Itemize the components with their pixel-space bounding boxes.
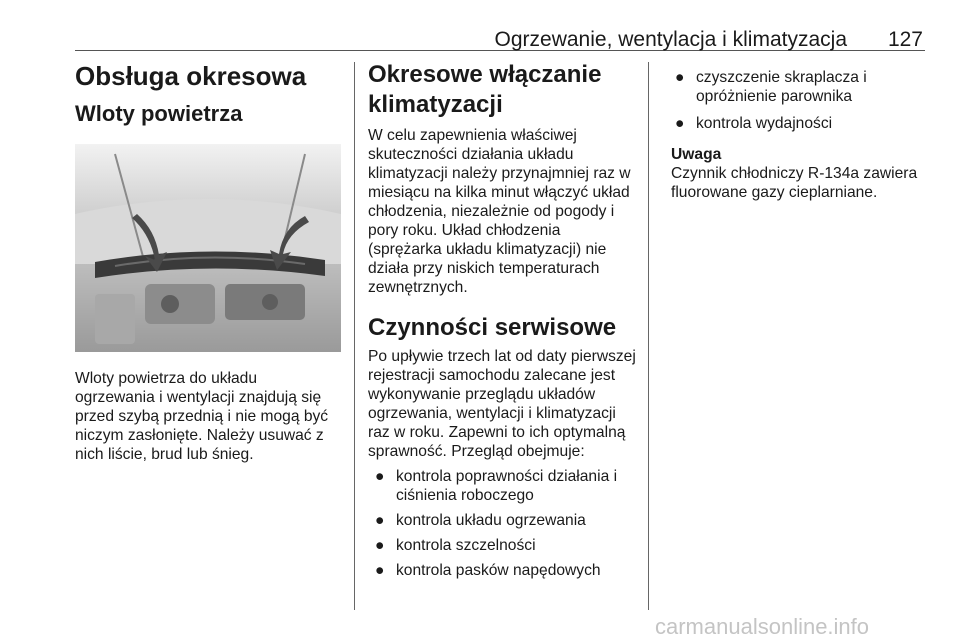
bullet-icon: ● (375, 562, 385, 579)
column-middle (368, 60, 636, 580)
watermark: carmanualsonline.info (655, 614, 870, 639)
section-heading-service: Czynności serwisowe (368, 314, 617, 341)
air-inlet-photo (75, 144, 341, 352)
note-text: Czynnik chłodniczy R-134a zawiera fluorowane gazy cieplarniane. (671, 165, 918, 201)
service-paragraph: Po upływie trzech lat od daty pierwszej rejestracji samochodu zalecane jest wykonywanie przeglądu układów ogrzewania, wentylacji i klimatyzacji raz w roku. Zapewni to ich optymalną sprawność. Przegląd obejmuje: (368, 348, 636, 460)
bullet-icon: ● (675, 69, 685, 86)
column-divider (354, 62, 355, 610)
section-heading-ac: Okresowe włączanie klimatyzacji (368, 61, 602, 118)
note-box (668, 145, 928, 202)
column-divider (648, 62, 649, 610)
service-list (368, 467, 636, 580)
list-item: ● kontrola pasków napędowych (375, 562, 601, 579)
list-item: ● czyszczenie skraplacza i opróżnienie parownika (675, 69, 867, 105)
bullet-icon: ● (675, 115, 685, 132)
column-right (668, 68, 928, 202)
header-title: Ogrzewanie, wentylacja i klimatyzacja (494, 28, 847, 51)
bullet-icon: ● (375, 512, 385, 529)
list-item: ● kontrola wydajności (675, 115, 833, 132)
subsection-heading: Wloty powietrza (75, 101, 243, 126)
page-number: 127 (887, 28, 923, 51)
note-title: Uwaga (671, 146, 722, 163)
bullet-icon: ● (375, 537, 385, 554)
service-list-continued (668, 68, 928, 133)
column-left (75, 60, 341, 464)
section-heading: Obsługa okresowa (75, 61, 307, 91)
ac-paragraph: W celu zapewnienia właściwej skuteczności działania układu klimatyzacji należy przynajmniej raz w miesiącu na kilka minut włączyć układ chłodzenia, niezależnie od pogody i pory roku. Układ chłodzenia (sprężarka układu klimatyzacji) nie działa przy niskich temperaturach zewnętrznych. (368, 127, 631, 296)
list-item: ● kontrola szczelności (375, 537, 536, 554)
list-item: ● kontrola poprawności działania i ciśnienia roboczego (375, 468, 618, 504)
photo-caption: Wloty powietrza do układu ogrzewania i wentylacji znajdują się przed szybą przednią i nie mogą być niczym zasłonięte. Należy usuwać z nich liście, brud lub śnieg. (75, 370, 329, 463)
bullet-icon: ● (375, 468, 385, 485)
list-item: ● kontrola układu ogrzewania (375, 512, 586, 529)
page-header (75, 22, 925, 51)
